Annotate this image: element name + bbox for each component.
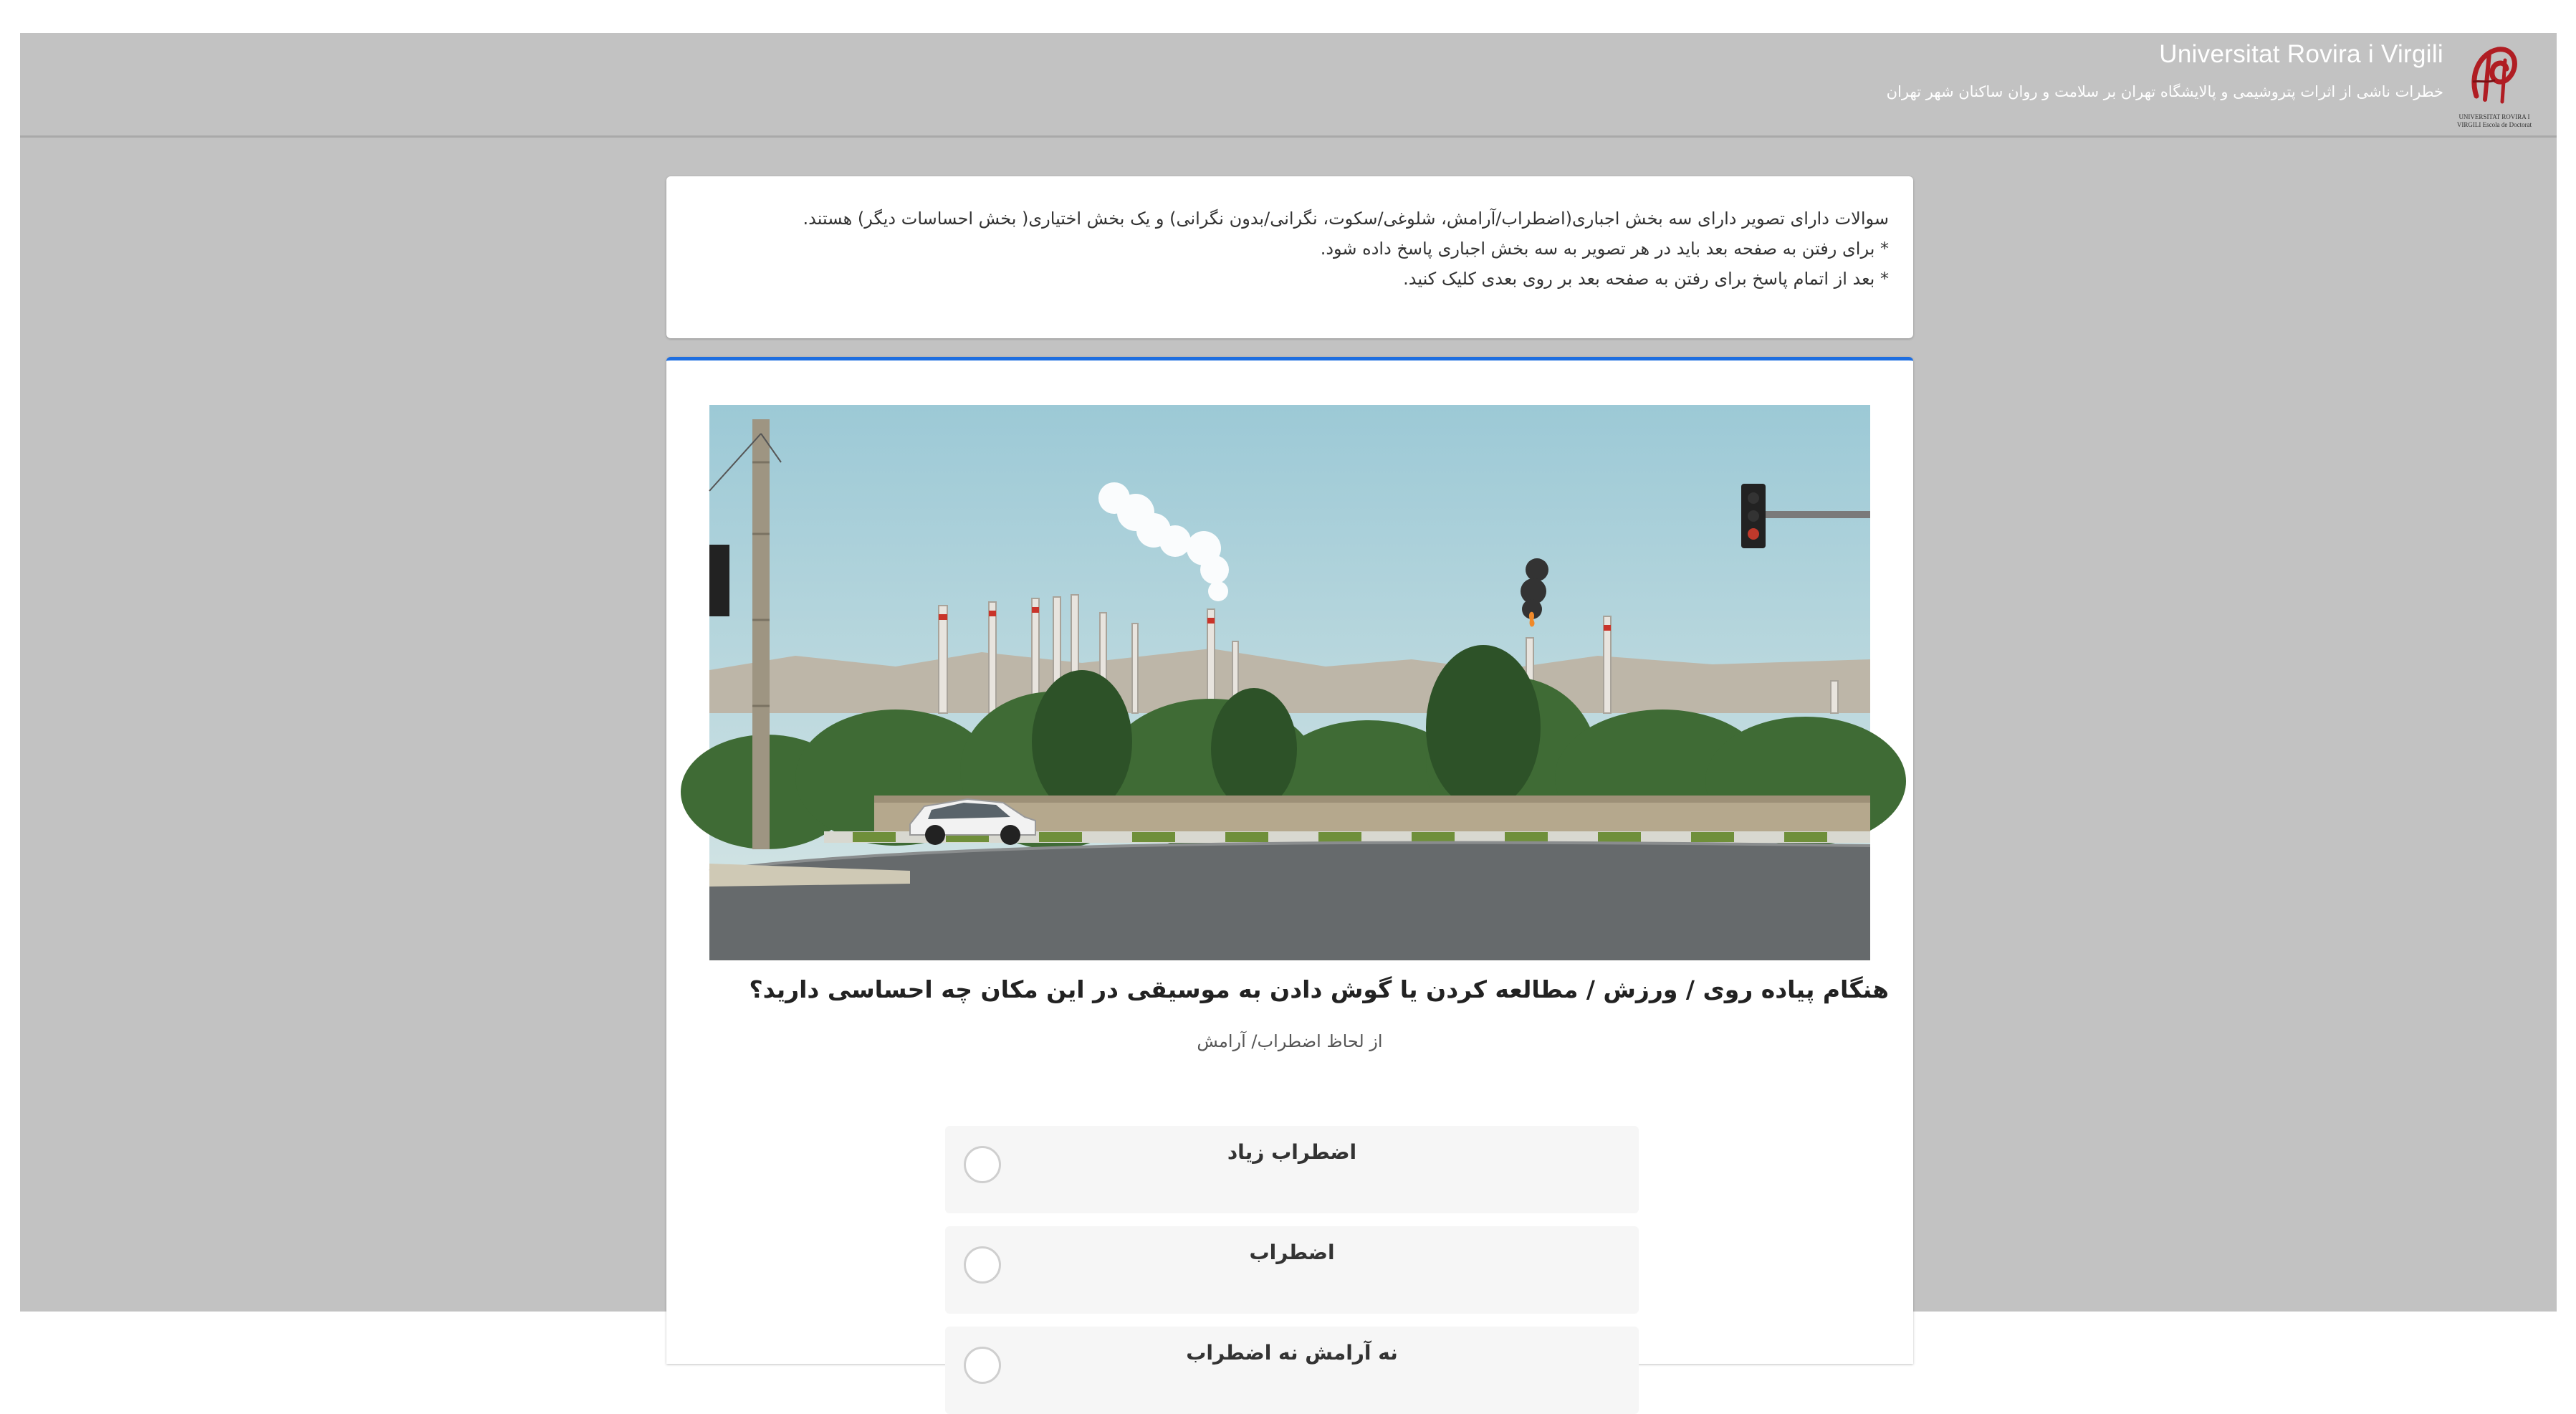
option-high-anxiety[interactable] xyxy=(945,1126,1639,1213)
question-title: هنگام پیاده روی / ورزش / مطالعه کردن یا گوش دادن به موسیقی در این مکان چه احساسی دارید؟ xyxy=(749,975,1889,1003)
option-label: اضطراب زیاد xyxy=(1227,1140,1357,1164)
refinery-landscape-image xyxy=(709,405,1870,960)
question-subtitle: از لحاظ اضطراب/ آرامش xyxy=(1197,1031,1383,1051)
instruction-line: * بعد از اتمام پاسخ برای رفتن به صفحه بعد بر روی بعدی کلیک کنید. xyxy=(1403,269,1889,289)
question-photo xyxy=(709,405,1870,960)
university-logo xyxy=(2448,39,2541,130)
instructions-text xyxy=(685,204,1889,294)
option-neutral[interactable] xyxy=(945,1327,1639,1414)
logo-emblem-icon xyxy=(2448,39,2541,110)
site-header xyxy=(20,33,2557,138)
logo-text: UNIVERSITAT ROVIRA I VIRGILI Escola de Doctorat xyxy=(2456,113,2532,128)
page-frame xyxy=(20,33,2557,1365)
instructions-card xyxy=(666,176,1913,338)
option-label: نه آرامش نه اضطراب xyxy=(1186,1341,1398,1365)
option-anxiety[interactable] xyxy=(945,1226,1639,1314)
university-name: Universitat Rovira i Virgili xyxy=(2159,40,2443,68)
site-subtitle: خطرات ناشی از اثرات پتروشیمی و پالایشگاه تهران بر سلامت و روان ساکنان شهر تهران xyxy=(1886,83,2443,100)
question-card xyxy=(666,357,1913,1364)
instruction-line: * برای رفتن به صفحه بعد باید در هر تصویر به سه بخش اجباری پاسخ داده شود. xyxy=(1320,239,1889,259)
option-label: اضطراب xyxy=(1249,1241,1335,1264)
instruction-line: سوالات دارای تصویر دارای سه بخش اجباری(اضطراب/آرامش، شلوغی/سکوت، نگرانی/بدون نگرانی) و یک بخش اختیاری( بخش احساسات دیگر) هستند. xyxy=(803,209,1889,229)
